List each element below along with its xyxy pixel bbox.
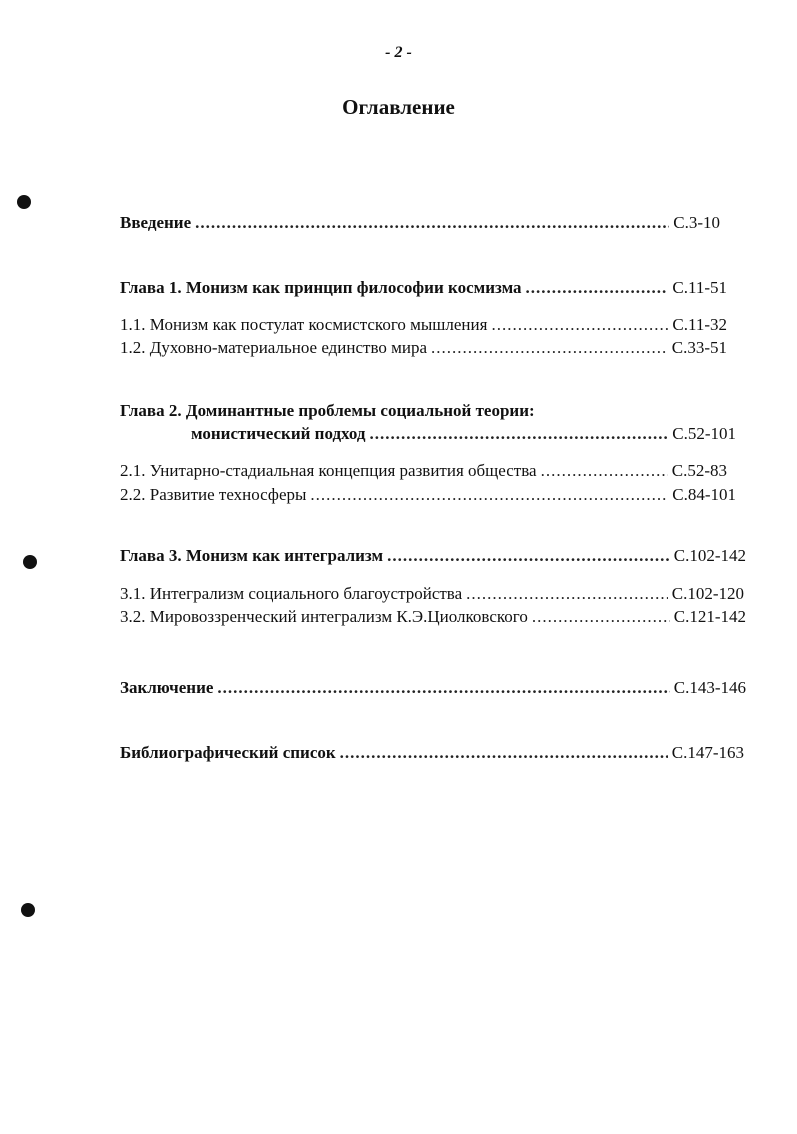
toc-label: Введение <box>120 213 192 232</box>
toc-label: 1.2. Духовно-материальное единство мира <box>120 338 428 357</box>
toc-label: 1.1. Монизм как постулат космистского мышления <box>120 315 488 334</box>
toc-pages: С.33-51 <box>671 338 727 357</box>
toc-label: монистический подход <box>191 424 366 443</box>
toc-entry-section-3-1[interactable] <box>120 583 744 605</box>
toc-pages: С.3-10 <box>673 213 720 232</box>
toc-leader-dots <box>541 460 668 482</box>
toc-label: Глава 1. Монизм как принцип философии космизма <box>120 278 522 297</box>
toc-leader-dots <box>195 212 669 234</box>
toc-leader-dots <box>387 545 670 567</box>
toc-pages: С.121-142 <box>673 607 746 626</box>
toc-entry-section-2-2[interactable] <box>120 484 736 506</box>
toc-leader-dots <box>466 583 668 605</box>
page-number: - 2 - <box>385 44 412 61</box>
toc-entry-section-2-1[interactable] <box>120 460 727 482</box>
toc-label: 2.1. Унитарно-стадиальная концепция развития общества <box>120 461 537 480</box>
toc-entry-section-1-1[interactable] <box>120 314 727 336</box>
toc-leader-dots <box>532 606 670 628</box>
toc-pages: С.11-32 <box>672 315 727 334</box>
toc-leader-dots <box>217 677 669 699</box>
toc-pages: С.52-83 <box>671 461 727 480</box>
toc-entry-section-3-2[interactable] <box>120 606 746 628</box>
toc-leader-dots <box>310 484 668 506</box>
toc-pages: С.143-146 <box>673 678 746 697</box>
toc-label: Глава 3. Монизм как интегрализм <box>120 546 384 565</box>
toc-entry-chapter-3[interactable] <box>120 545 746 567</box>
toc-pages: С.84-101 <box>672 485 736 504</box>
toc-entry-chapter-2[interactable] <box>191 423 736 445</box>
toc-pages: С.52-101 <box>672 424 736 443</box>
toc-entry-section-1-2[interactable] <box>120 337 727 359</box>
binder-hole-top <box>17 195 31 209</box>
toc-leader-dots <box>526 277 669 299</box>
toc-leader-dots <box>340 742 668 764</box>
toc-label: Библиографический список <box>120 743 336 762</box>
toc-entry-conclusion[interactable] <box>120 677 746 699</box>
binder-hole-middle <box>23 555 37 569</box>
toc-label: Заключение <box>120 678 214 697</box>
toc-pages: С.102-142 <box>673 546 746 565</box>
binder-hole-bottom <box>21 903 35 917</box>
toc-entry-chapter-1[interactable] <box>120 277 727 299</box>
toc-label: 2.2. Развитие техносферы <box>120 485 307 504</box>
toc-chapter-2-heading: Глава 2. Доминантные проблемы социальной теории: <box>120 401 535 420</box>
toc-leader-dots <box>431 337 668 359</box>
toc-entry-intro[interactable] <box>120 212 720 234</box>
toc-pages: С.102-120 <box>671 584 744 603</box>
toc-pages: С.11-51 <box>672 278 727 297</box>
toc-pages: С.147-163 <box>671 743 744 762</box>
toc-leader-dots <box>491 314 668 336</box>
toc-label: 3.2. Мировоззренческий интегрализм К.Э.Циолковского <box>120 607 528 626</box>
toc-label: 3.1. Интегрализм социального благоустройства <box>120 584 463 603</box>
page-title: Оглавление <box>342 95 455 119</box>
toc-entry-bibliography[interactable] <box>120 742 744 764</box>
toc-leader-dots <box>370 423 669 445</box>
